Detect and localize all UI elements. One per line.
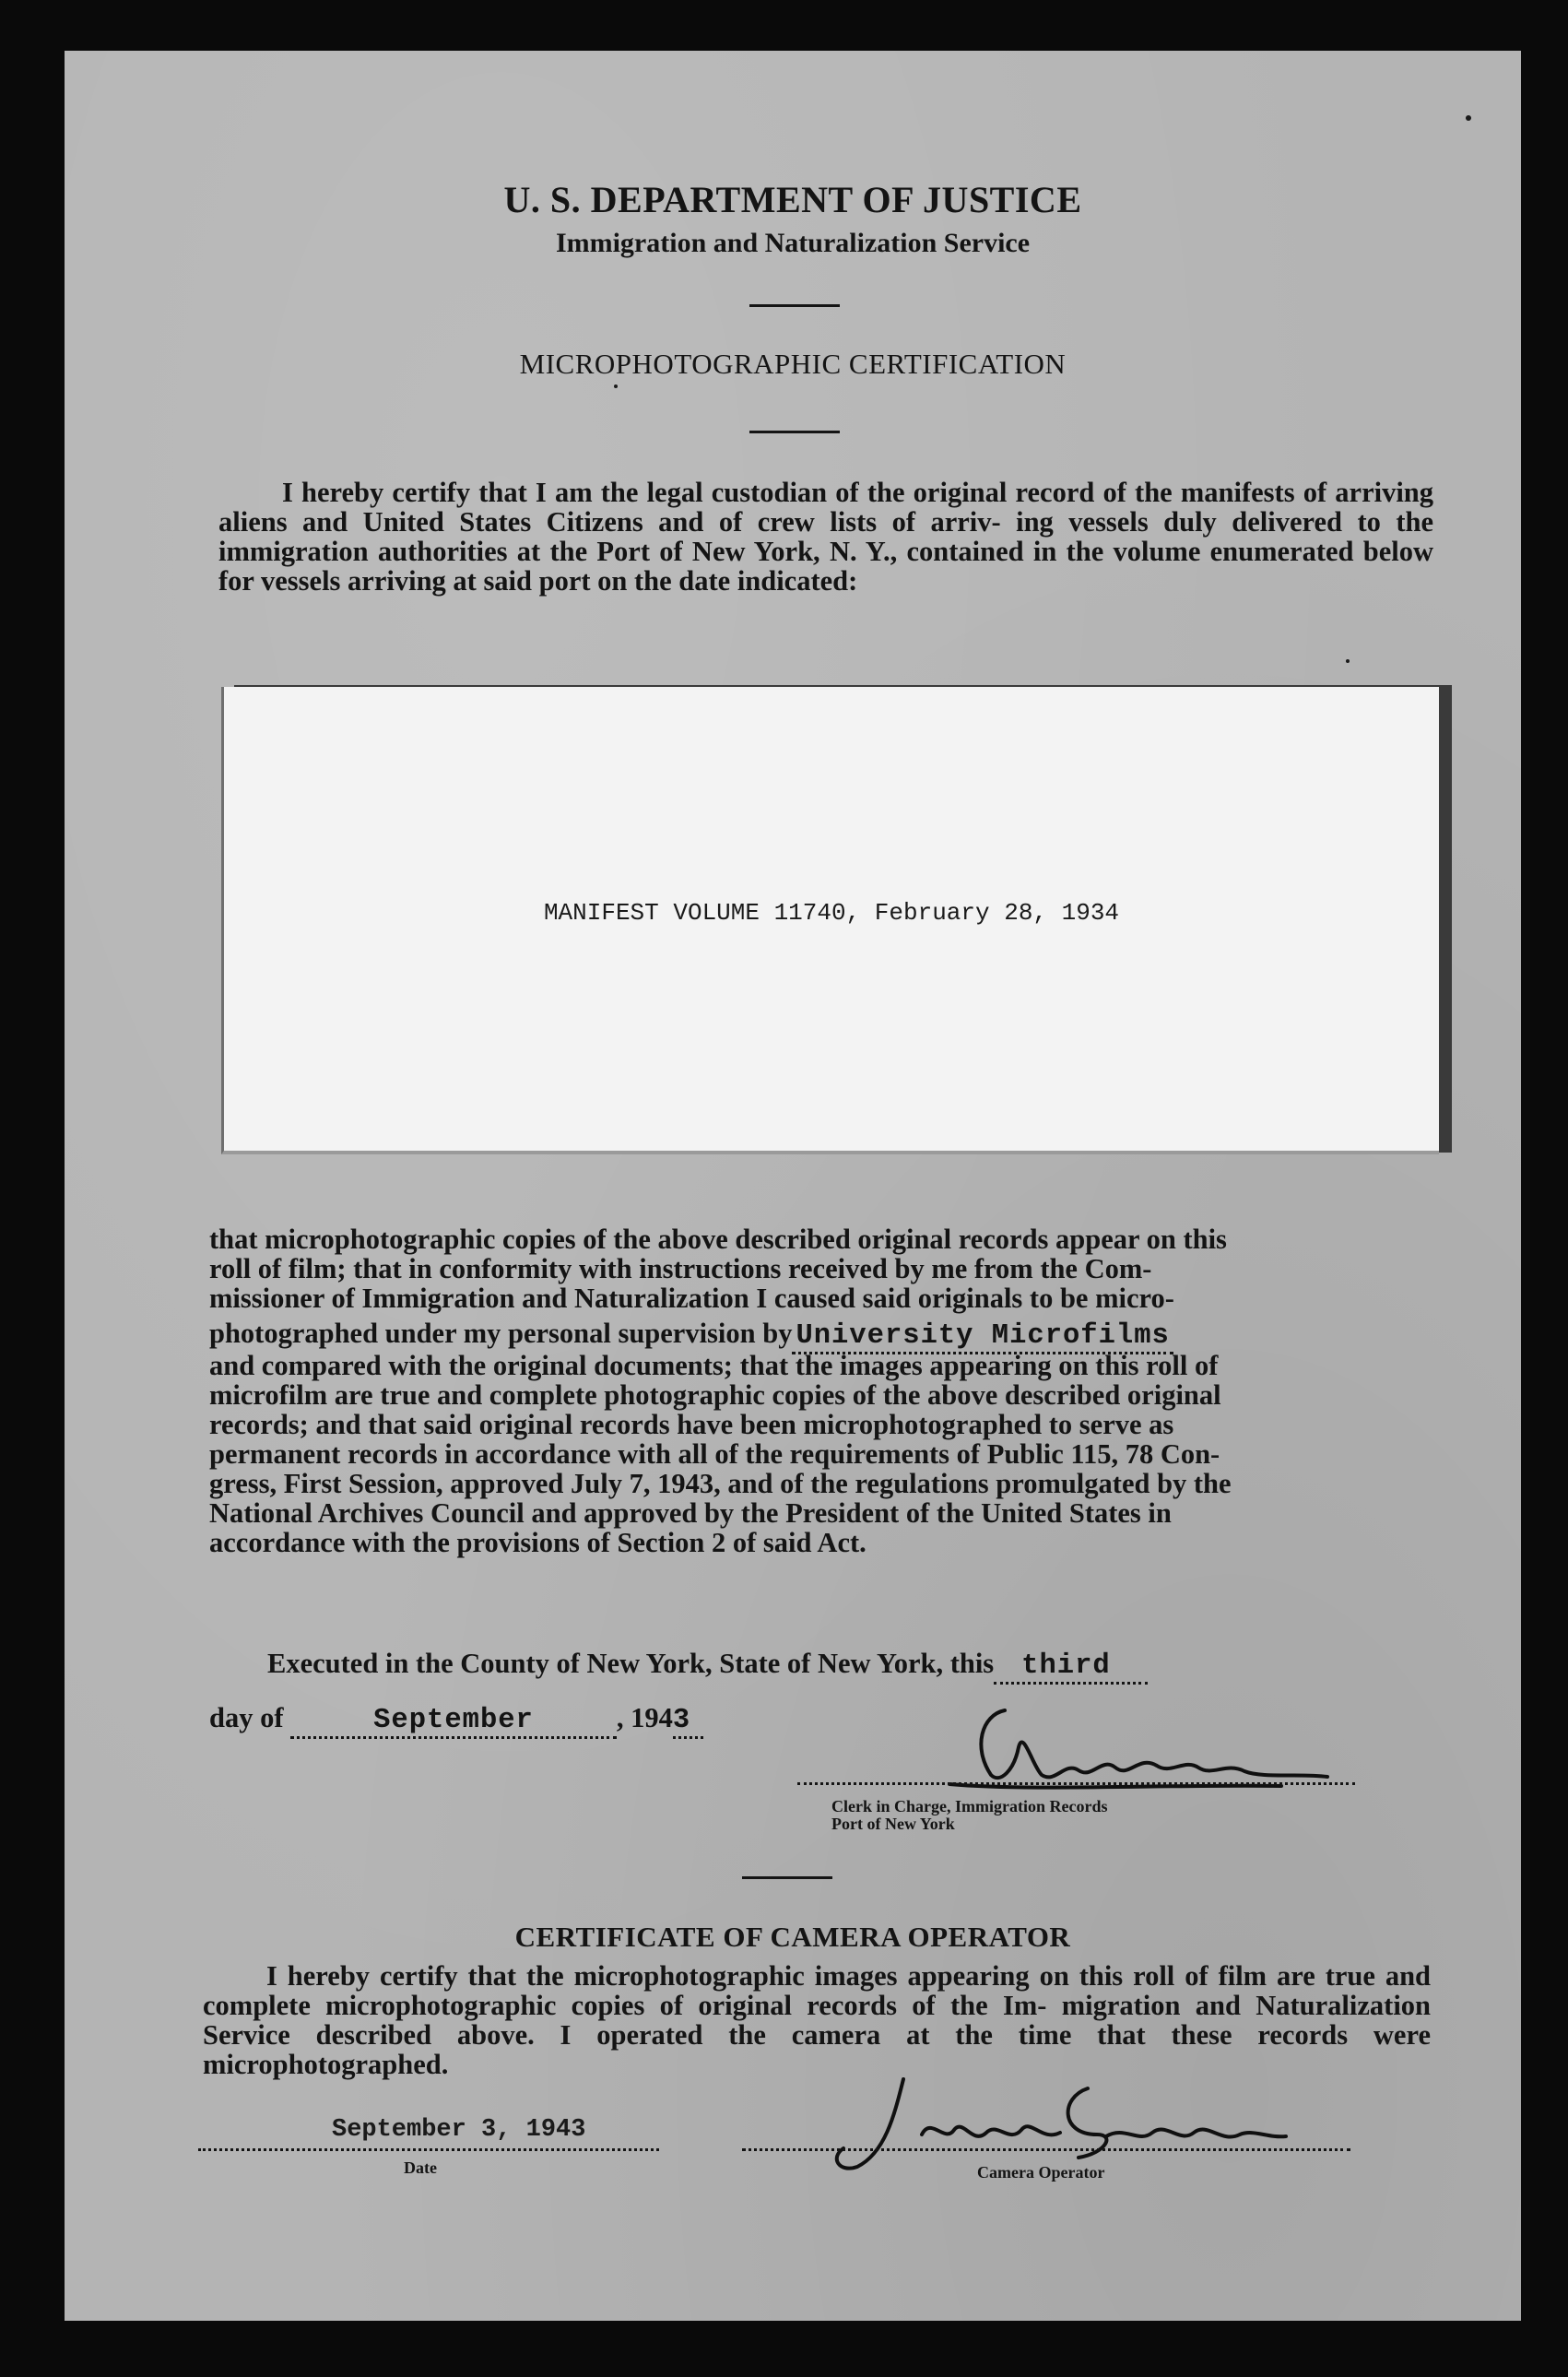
intro-line: manifests of arriving aliens and United States Citizens and of crew lists of arriv- (218, 477, 1434, 538)
camera-line: film are true and complete microphotographic copies of original records of the Im- (203, 1960, 1432, 2021)
intro-line: I hereby certify that I am the legal custodian of the original record of the (282, 477, 1173, 508)
clerk-title (831, 1798, 1107, 1833)
clerk-signature-line (797, 1782, 1355, 1785)
body-line: National Archives Council and approved by the President of the United States in (209, 1497, 1172, 1529)
execution-line (267, 1649, 1148, 1681)
divider (742, 1876, 832, 1879)
supervision-prefix: photographed under my personal supervision by (209, 1318, 793, 1349)
supervisor-field: University Microfilms (792, 1320, 1173, 1354)
body-line: permanent records in accordance with all of the requirements of Public 115, 78 Con- (209, 1438, 1220, 1470)
divider (749, 431, 840, 433)
intro-paragraph (218, 478, 1433, 596)
body-line: gress, First Session, approved July 7, 1943, and of the regulations promulgated by the (209, 1468, 1232, 1499)
service-subtitle: Immigration and Naturalization Service (555, 228, 1031, 258)
date-label: Date (404, 2158, 437, 2177)
manifest-volume-text: MANIFEST VOLUME 11740, February 28, 1934 (543, 899, 1120, 927)
body-line-supervision (209, 1319, 1435, 1351)
intro-line: the date indicated: (634, 565, 858, 597)
execution-prefix: Executed in the County of New York, State of New York, this (267, 1648, 995, 1679)
execution-month-field: September (290, 1705, 617, 1739)
execution-date-line (209, 1703, 703, 1735)
certificate-sheet (65, 51, 1521, 2321)
certification-body (209, 1224, 1435, 1557)
body-line: missioner of Immigration and Naturalization I caused said originals to be micro- (209, 1283, 1174, 1314)
execution-day-field: third (994, 1650, 1148, 1685)
camera-line: time that these records were microphotographed. (203, 2019, 1431, 2080)
clerk-title-line: Port of New York (831, 1815, 955, 1833)
manifest-insert-slip (221, 687, 1439, 1154)
camera-line: migration and Naturalization Service described above. I operated the camera at the (203, 1990, 1432, 2051)
operator-signature-line (742, 2148, 1350, 2151)
camera-line: I hereby certify that the microphotographic images appearing on this roll of (266, 1960, 1208, 1992)
intro-line: ing vessels duly delivered to the immigration authorities at the Port of New York, (218, 506, 1433, 567)
year-digit-field: 3 (673, 1705, 703, 1739)
operator-date-value: September 3, 1943 (332, 2116, 586, 2144)
body-line: microfilm are true and complete photographic copies of the above described original (209, 1379, 1221, 1411)
body-line: roll of film; that in conformity with instructions received by me from the Com- (209, 1253, 1152, 1284)
body-line: that microphotographic copies of the above described original records appear on this (209, 1224, 1227, 1255)
department-title: U. S. DEPARTMENT OF JUSTICE (503, 179, 1082, 220)
film-speck (1466, 115, 1471, 121)
date-line (198, 2148, 659, 2151)
film-speck (614, 384, 618, 388)
body-line: and compared with the original documents; that the images appearing on this roll of (209, 1350, 1219, 1381)
day-of-label: day of (209, 1702, 284, 1733)
body-line: accordance with the provisions of Section 2 of said Act. (209, 1527, 867, 1558)
camera-operator-heading: CERTIFICATE OF CAMERA OPERATOR (514, 1921, 1071, 1953)
divider (749, 304, 840, 307)
year-prefix: , 194 (616, 1702, 673, 1733)
certification-heading: MICROPHOTOGRAPHIC CERTIFICATION (519, 348, 1067, 380)
clerk-title-line: Clerk in Charge, Immigration Records (831, 1797, 1108, 1815)
film-speck (1346, 659, 1350, 663)
body-line: records; and that said original records have been microphotographed to serve as (209, 1409, 1174, 1440)
operator-label: Camera Operator (977, 2163, 1105, 2182)
intro-line: N. Y., contained in the volume enumerated below for vessels arriving at said port on (218, 536, 1434, 597)
